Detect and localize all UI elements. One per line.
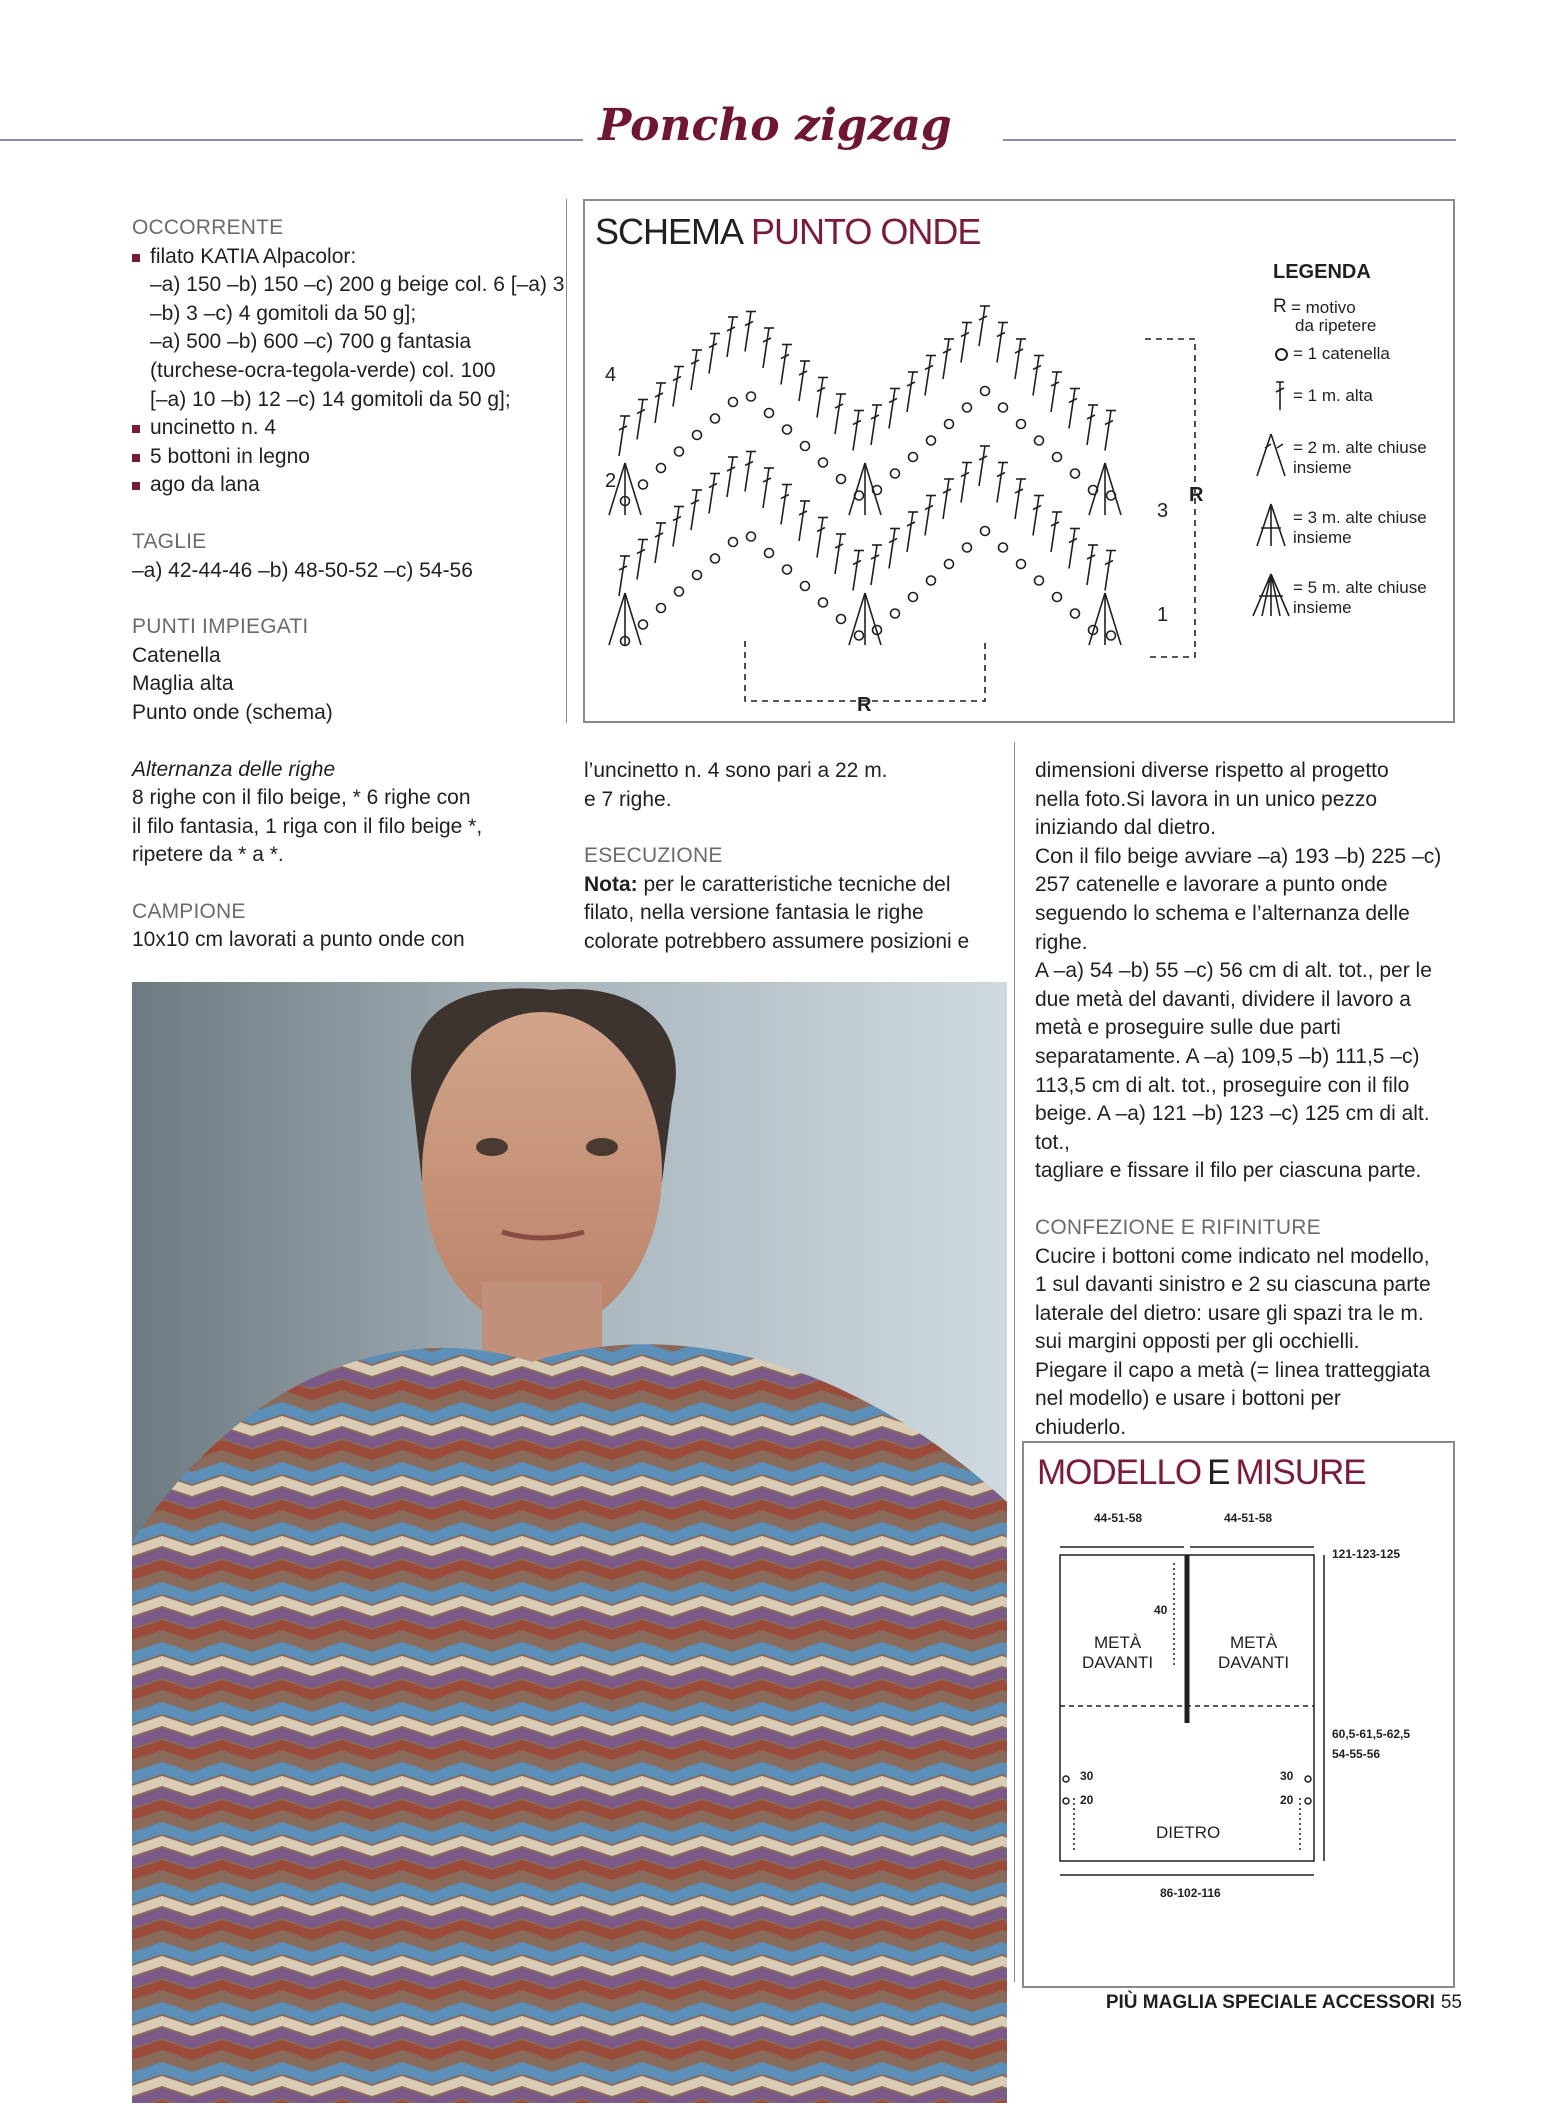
cluster-stitch: [625, 463, 641, 515]
chain-stitch: [747, 392, 756, 401]
dc-stitch: [979, 306, 985, 346]
chain-stitch: [783, 425, 792, 434]
dc-stitch: [1087, 405, 1093, 445]
chain-stitch: [675, 447, 684, 456]
chain-stitch: [909, 453, 918, 462]
front-right-label-1: METÀ: [1229, 1633, 1278, 1652]
legend-title: LEGENDA: [1273, 261, 1371, 283]
cluster-stitch: [1105, 463, 1121, 515]
text-line: beige. A –a) 121 –b) 123 –c) 125 cm di alt. tot.,: [1035, 1102, 1430, 1154]
dc-stitch: [1015, 479, 1021, 519]
legend-r-text2: da ripetere: [1295, 316, 1377, 335]
cluster-stitch: [1089, 593, 1105, 645]
text-line: nella foto.Si lavora in un unico pezzo: [1035, 787, 1378, 811]
dc-stitch: [925, 496, 931, 536]
chain-stitch: [855, 631, 864, 640]
repeat-bracket-vertical: [1145, 339, 1195, 657]
chain-stitch: [783, 565, 792, 574]
front-left-label-2: DAVANTI: [1082, 1653, 1154, 1672]
dc-stitch: [763, 468, 769, 508]
chain-stitch: [981, 387, 990, 396]
dc-stitch: [709, 474, 715, 514]
chain-stitch: [837, 615, 846, 624]
header-rule-right: [1003, 139, 1456, 141]
dim-right-top: 121-123-125: [1332, 1547, 1401, 1561]
legend-item-2tog: [1273, 434, 1448, 504]
text-line: 257 catenelle e lavorare a punto onde: [1035, 873, 1388, 897]
legend-item-5tog: [1273, 574, 1448, 634]
text-line: seguendo lo schema e l’alternanza delle: [1035, 901, 1410, 925]
page-title: Poncho zigzag: [598, 100, 952, 151]
material-item: filato KATIA Alpacolor:: [132, 243, 572, 272]
dc-stitch: [691, 350, 697, 390]
footer-publication: PIÙ MAGLIA SPECIALE ACCESSORI: [1105, 1992, 1435, 2013]
dc-stitch: [943, 479, 949, 519]
legend-3tog-text2: insieme: [1293, 528, 1352, 547]
chain-stitch: [963, 403, 972, 412]
two-tog-icon: [1251, 430, 1291, 478]
chain-stitch: [1107, 631, 1116, 640]
dc-stitch: [655, 383, 661, 423]
text-line: tagliare e fissare il filo per ciascuna parte.: [1035, 1159, 1422, 1183]
dc-stitch: [691, 490, 697, 530]
occorrente-heading: OCCORRENTE: [132, 216, 284, 239]
dc-stitch: [907, 372, 913, 412]
three-tog-icon: [1251, 500, 1291, 548]
text-line: dimensioni diverse rispetto al progetto: [1035, 759, 1389, 782]
btn-left-20: 20: [1080, 1793, 1094, 1807]
dc-stitch: [943, 339, 949, 379]
chain-stitch: [1035, 436, 1044, 445]
punto-item: Punto onde (schema): [132, 700, 333, 724]
chain-stitch: [837, 475, 846, 484]
chain-stitch: [1017, 560, 1026, 569]
chain-stitch: [657, 464, 666, 473]
text-line: colorate potrebbero assumere posizioni e: [584, 929, 970, 953]
legend-item-3tog: [1273, 504, 1448, 574]
legend-item-r: [1273, 296, 1448, 344]
header-rule-left: [0, 139, 583, 141]
column-divider: [566, 199, 567, 723]
chain-stitch: [693, 431, 702, 440]
dim-top-left: 44-51-58: [1094, 1511, 1143, 1525]
chain-stitch: [729, 538, 738, 547]
row-number: 3: [1157, 500, 1169, 522]
material-item: uncinetto n. 4: [132, 414, 572, 443]
dc-stitch: [619, 556, 625, 596]
dc-stitch: [925, 356, 931, 396]
confezione-heading: CONFEZIONE E RIFINITURE: [1035, 1215, 1321, 1239]
chain-stitch: [1053, 453, 1062, 462]
dc-stitch: [1069, 389, 1075, 429]
text-line: due metà del davanti, dividere il lavoro a: [1035, 987, 1411, 1011]
model-photo: [132, 982, 1007, 2103]
page-footer: [1106, 1992, 1462, 2014]
chain-stitch: [909, 593, 918, 602]
dim-top-right: 44-51-58: [1224, 1511, 1273, 1525]
dc-stitch: [997, 463, 1003, 503]
dc-stitch: [997, 323, 1003, 363]
legend: [1273, 261, 1448, 634]
dc-stitch: [709, 334, 715, 374]
dc-stitch: [1051, 372, 1057, 412]
dc-stitch: [745, 312, 751, 352]
dc-stitch: [745, 452, 751, 492]
chain-stitch: [891, 469, 900, 478]
punto-item: Catenella: [132, 643, 221, 667]
esecuzione-heading: ESECUZIONE: [584, 844, 723, 868]
text-line: metà e proseguire sulle due parti: [1035, 1016, 1341, 1040]
legend-r-text: = motivo: [1291, 298, 1356, 317]
dc-stitch: [889, 529, 895, 569]
modello-title-a: MODELLO: [1037, 1453, 1202, 1492]
chain-stitch: [711, 414, 720, 423]
dim-right-mid-b: 54-55-56: [1332, 1747, 1381, 1761]
chain-stitch: [945, 420, 954, 429]
material-sub: –a) 500 –b) 600 –c) 700 g fantasia: [150, 330, 472, 354]
btn-left-30: 30: [1080, 1769, 1094, 1783]
legend-r-symbol: R: [1273, 296, 1287, 317]
dc-stitch: [799, 361, 805, 401]
taglie-heading: TAGLIE: [132, 529, 207, 553]
chain-stitch: [801, 442, 810, 451]
btn-right-30: 30: [1280, 1769, 1294, 1783]
dc-stitch: [1105, 551, 1111, 591]
dc-stitch: [853, 551, 859, 591]
text-line: Con il filo beige avviare –a) 193 –b) 225 –c): [1035, 844, 1442, 868]
double-crochet-icon: [1273, 378, 1287, 412]
text-line: sui margini opposti per gli occhielli.: [1035, 1330, 1360, 1354]
dc-stitch: [1015, 339, 1021, 379]
dc-stitch: [871, 545, 877, 585]
dc-stitch: [835, 534, 841, 574]
legend-2tog-text2: insieme: [1293, 458, 1352, 477]
material-item: 5 bottoni in legno: [132, 443, 572, 472]
nota-line: [584, 871, 1004, 900]
chain-stitch: [963, 543, 972, 552]
text-line: nel modello) e usare i bottoni per: [1035, 1387, 1341, 1411]
row-number: 1: [1157, 604, 1169, 626]
chain-stitch: [927, 576, 936, 585]
dc-stitch: [619, 416, 625, 456]
modello-title-e: E: [1207, 1453, 1230, 1492]
dc-stitch: [817, 378, 823, 418]
dim-slit: 40: [1154, 1603, 1168, 1617]
dc-stitch: [727, 457, 733, 497]
text-line: righe.: [1035, 930, 1088, 954]
text-line: separatamente. A –a) 109,5 –b) 111,5 –c): [1035, 1044, 1420, 1068]
page-number: 55: [1440, 1992, 1462, 2013]
front-left-label: [1082, 1633, 1153, 1673]
dc-stitch: [871, 405, 877, 445]
chain-stitch: [729, 398, 738, 407]
cluster-stitch: [1089, 463, 1105, 515]
text-line: laterale del dietro: usare gli spazi tra le m.: [1035, 1301, 1424, 1325]
chain-stitch: [891, 609, 900, 618]
chain-stitch: [1035, 576, 1044, 585]
dc-stitch: [763, 328, 769, 368]
chain-stitch: [819, 598, 828, 607]
dc-stitch: [835, 394, 841, 434]
text-line: l’uncinetto n. 4 sono pari a 22 m.: [584, 759, 888, 782]
chain-icon: [1275, 348, 1288, 361]
campione-text: 10x10 cm lavorati a punto onde con: [132, 928, 465, 952]
text-line: Cucire i bottoni come indicato nel modello,: [1035, 1244, 1430, 1268]
legend-item-dc: [1273, 382, 1448, 434]
chain-stitch: [765, 409, 774, 418]
repeat-bracket-horizontal: [745, 641, 985, 701]
back-label: DIETRO: [1156, 1823, 1221, 1842]
chain-stitch: [945, 560, 954, 569]
dc-stitch: [673, 367, 679, 407]
five-tog-icon: [1249, 570, 1293, 618]
front-right-label-2: DAVANTI: [1218, 1653, 1290, 1672]
alternanza-line: ripetere da * a *.: [132, 843, 284, 867]
campione-heading: CAMPIONE: [132, 899, 246, 923]
dim-bottom: 86-102-116: [1160, 1886, 1221, 1900]
chain-stitch: [1071, 609, 1080, 618]
text-line: filato, nella versione fantasia le righe: [584, 901, 924, 925]
dc-stitch: [1051, 512, 1057, 552]
legend-dc-text: = 1 m. alta: [1293, 386, 1373, 405]
dc-stitch: [1033, 496, 1039, 536]
nota-label: Nota:: [584, 872, 638, 896]
material-sub: –a) 150 –b) 150 –c) 200 g beige col. 6 [–a) 3: [150, 273, 565, 297]
repeat-label: R: [1189, 484, 1204, 506]
material-sub: (turchese-ocra-tegola-verde) col. 100: [150, 358, 496, 382]
dc-stitch: [673, 507, 679, 547]
dc-stitch: [907, 512, 913, 552]
schema-box: [583, 199, 1455, 723]
text-line: iniziando dal dietro.: [1035, 816, 1216, 840]
chain-stitch: [639, 480, 648, 489]
legend-3tog-text: = 3 m. alte chiuse: [1293, 508, 1427, 527]
front-left-label-1: METÀ: [1093, 1633, 1142, 1652]
column-right: [1035, 757, 1455, 1443]
btn-right-20: 20: [1280, 1793, 1294, 1807]
dc-stitch: [799, 501, 805, 541]
cluster-stitch: [865, 593, 881, 645]
chain-stitch: [1017, 420, 1026, 429]
legend-2tog-text: = 2 m. alte chiuse: [1293, 438, 1427, 457]
row-number: 2: [605, 470, 617, 492]
dim-right-mid-a: 60,5-61,5-62,5: [1332, 1727, 1411, 1741]
cluster-stitch: [849, 463, 865, 515]
cluster-stitch: [865, 463, 881, 515]
chain-stitch: [927, 436, 936, 445]
chain-stitch: [999, 403, 1008, 412]
dc-stitch: [727, 317, 733, 357]
dc-stitch: [655, 523, 661, 563]
chain-stitch: [1071, 469, 1080, 478]
dc-stitch: [961, 463, 967, 503]
modello-title-b: MISURE: [1235, 1453, 1366, 1492]
chain-stitch: [999, 543, 1008, 552]
repeat-label: R: [857, 694, 872, 716]
chain-stitch: [819, 458, 828, 467]
column-divider: [1014, 742, 1015, 1982]
dc-stitch: [1069, 529, 1075, 569]
dc-stitch: [1087, 545, 1093, 585]
dc-stitch: [817, 518, 823, 558]
text-line: A –a) 54 –b) 55 –c) 56 cm di alt. tot., per le: [1035, 959, 1432, 983]
punto-item: Maglia alta: [132, 672, 234, 696]
chain-stitch: [801, 582, 810, 591]
punti-heading: PUNTI IMPIEGATI: [132, 615, 309, 639]
column-left: [132, 214, 572, 955]
modello-box: [1022, 1441, 1455, 1988]
dc-stitch: [781, 485, 787, 525]
dc-stitch: [781, 345, 787, 385]
text-line: 1 sul davanti sinistro e 2 su ciascuna parte: [1035, 1273, 1431, 1297]
legend-item-chain: [1273, 344, 1448, 382]
chain-stitch: [675, 587, 684, 596]
legend-5tog-text: = 5 m. alte chiuse: [1293, 578, 1427, 597]
dc-stitch: [1033, 356, 1039, 396]
chain-stitch: [765, 549, 774, 558]
row-number: 4: [605, 364, 617, 386]
chain-stitch: [711, 554, 720, 563]
chain-stitch: [981, 527, 990, 536]
alternanza-line: 8 righe con il filo beige, * 6 righe con: [132, 786, 471, 810]
nota-text: per le caratteristiche tecniche del: [637, 872, 951, 896]
material-sub: –b) 3 –c) 4 gomitoli da 50 g];: [150, 301, 417, 325]
text-line: e 7 righe.: [584, 787, 672, 811]
taglie-text: –a) 42-44-46 –b) 48-50-52 –c) 54-56: [132, 558, 473, 582]
schema-title-b: PUNTO ONDE: [751, 211, 981, 252]
schema-title-a: SCHEMA: [595, 211, 744, 252]
alternanza-line: il filo fantasia, 1 riga con il filo beige *,: [132, 814, 483, 838]
chain-stitch: [747, 532, 756, 541]
alternanza-heading: Alternanza delle righe: [132, 757, 336, 781]
front-right-label: [1218, 1633, 1289, 1673]
chain-stitch: [657, 604, 666, 613]
column-middle: [584, 757, 1004, 957]
photo-illustration: [132, 982, 1007, 2103]
material-item: ago da lana: [132, 471, 572, 500]
dc-stitch: [1105, 411, 1111, 451]
text-line: chiuderlo.: [1035, 1416, 1127, 1440]
legend-5tog-text2: insieme: [1293, 598, 1352, 617]
dc-stitch: [637, 400, 643, 440]
chain-stitch: [693, 571, 702, 580]
dc-stitch: [961, 323, 967, 363]
dc-stitch: [637, 540, 643, 580]
material-sub: [–a) 10 –b) 12 –c) 14 gomitoli da 50 g];: [150, 387, 511, 411]
dc-stitch: [853, 411, 859, 451]
text-line: Piegare il capo a metà (= linea tratteggiata: [1035, 1358, 1431, 1382]
chain-stitch: [639, 620, 648, 629]
legend-chain-text: = 1 catenella: [1293, 344, 1390, 363]
chain-stitch: [1053, 593, 1062, 602]
text-line: 113,5 cm di alt. tot., proseguire con il filo: [1035, 1073, 1410, 1097]
dc-stitch: [889, 389, 895, 429]
dc-stitch: [979, 446, 985, 486]
